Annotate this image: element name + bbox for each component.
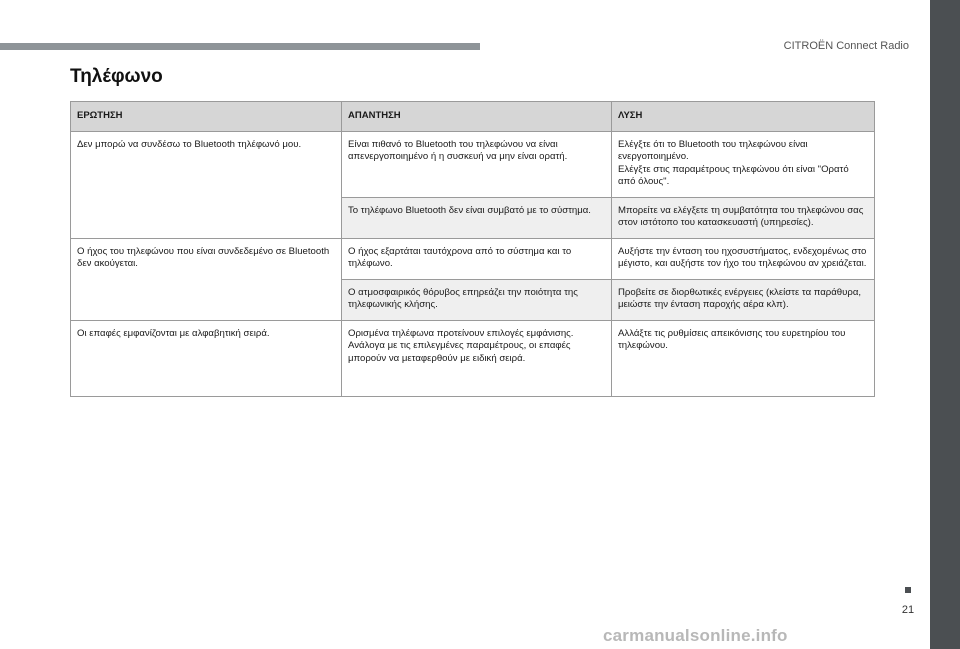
table-row [71,320,875,396]
table-row [71,238,875,279]
page-marker [905,587,911,593]
side-bar [930,0,960,649]
column-header-solution: ΛΥΣΗ [612,102,875,132]
header-rule [0,43,480,50]
faq-table [70,101,875,397]
watermark-logo: carmanualsonline.info [603,626,788,645]
solution-cell: Αλλάξτε τις ρυθμίσεις απεικόνισης του ευρετηρίου του τηλεφώνου. [612,320,875,396]
column-header-answer: ΑΠΑΝΤΗΣΗ [342,102,612,132]
answer-cell: Είναι πιθανό το Bluetooth του τηλεφώνου να είναι απενεργοποιημένο ή η συσκευή να μην είναι ορατή. [342,131,612,197]
answer-cell: Ορισμένα τηλέφωνα προτείνουν επιλογές εμφάνισης. Ανάλογα με τις επιλεγμένες παραμέτρους, οι επαφές μπορούν να μεταφερθούν με ειδική σειρά. [342,320,612,396]
solution-cell: Μπορείτε να ελέγξετε τη συμβατότητα του τηλεφώνου σας στον ιστότοπο του κατασκευαστή (υπηρεσίες). [612,197,875,238]
solution-cell: Προβείτε σε διορθωτικές ενέργειες (κλείστε τα παράθυρα, μειώστε την ένταση παροχής αέρα κλπ). [612,279,875,320]
solution-cell: Ελέγξτε ότι το Bluetooth του τηλεφώνου είναι ενεργοποιημένο. Ελέγξτε στις παραμέτρους τηλεφώνου ότι είναι "Ορατό από όλους". [612,131,875,197]
question-cell: Δεν μπορώ να συνδέσω το Bluetooth τηλέφωνό μου. [71,131,342,238]
page-number: 21 [901,604,915,616]
answer-cell: Το τηλέφωνο Bluetooth δεν είναι συμβατό με το σύστημα. [342,197,612,238]
column-header-question: ΕΡΩΤΗΣΗ [71,102,342,132]
page-title: Τηλέφωνο [70,66,163,87]
table-row [71,131,875,197]
answer-cell: Ο ατμοσφαιρικός θόρυβος επηρεάζει την ποιότητα της τηλεφωνικής κλήσης. [342,279,612,320]
question-cell: Οι επαφές εμφανίζονται με αλφαβητική σειρά. [71,320,342,396]
table-header-row [71,102,875,132]
header-brand: CITROËN Connect Radio [783,40,909,52]
question-cell: Ο ήχος του τηλεφώνου που είναι συνδεδεμένο σε Bluetooth δεν ακούγεται. [71,238,342,320]
answer-cell: Ο ήχος εξαρτάται ταυτόχρονα από το σύστημα και το τηλέφωνο. [342,238,612,279]
solution-cell: Αυξήστε την ένταση του ηχοσυστήματος, ενδεχομένως στο μέγιστο, και αυξήστε τον ήχο του τηλεφώνου αν χρειάζεται. [612,238,875,279]
